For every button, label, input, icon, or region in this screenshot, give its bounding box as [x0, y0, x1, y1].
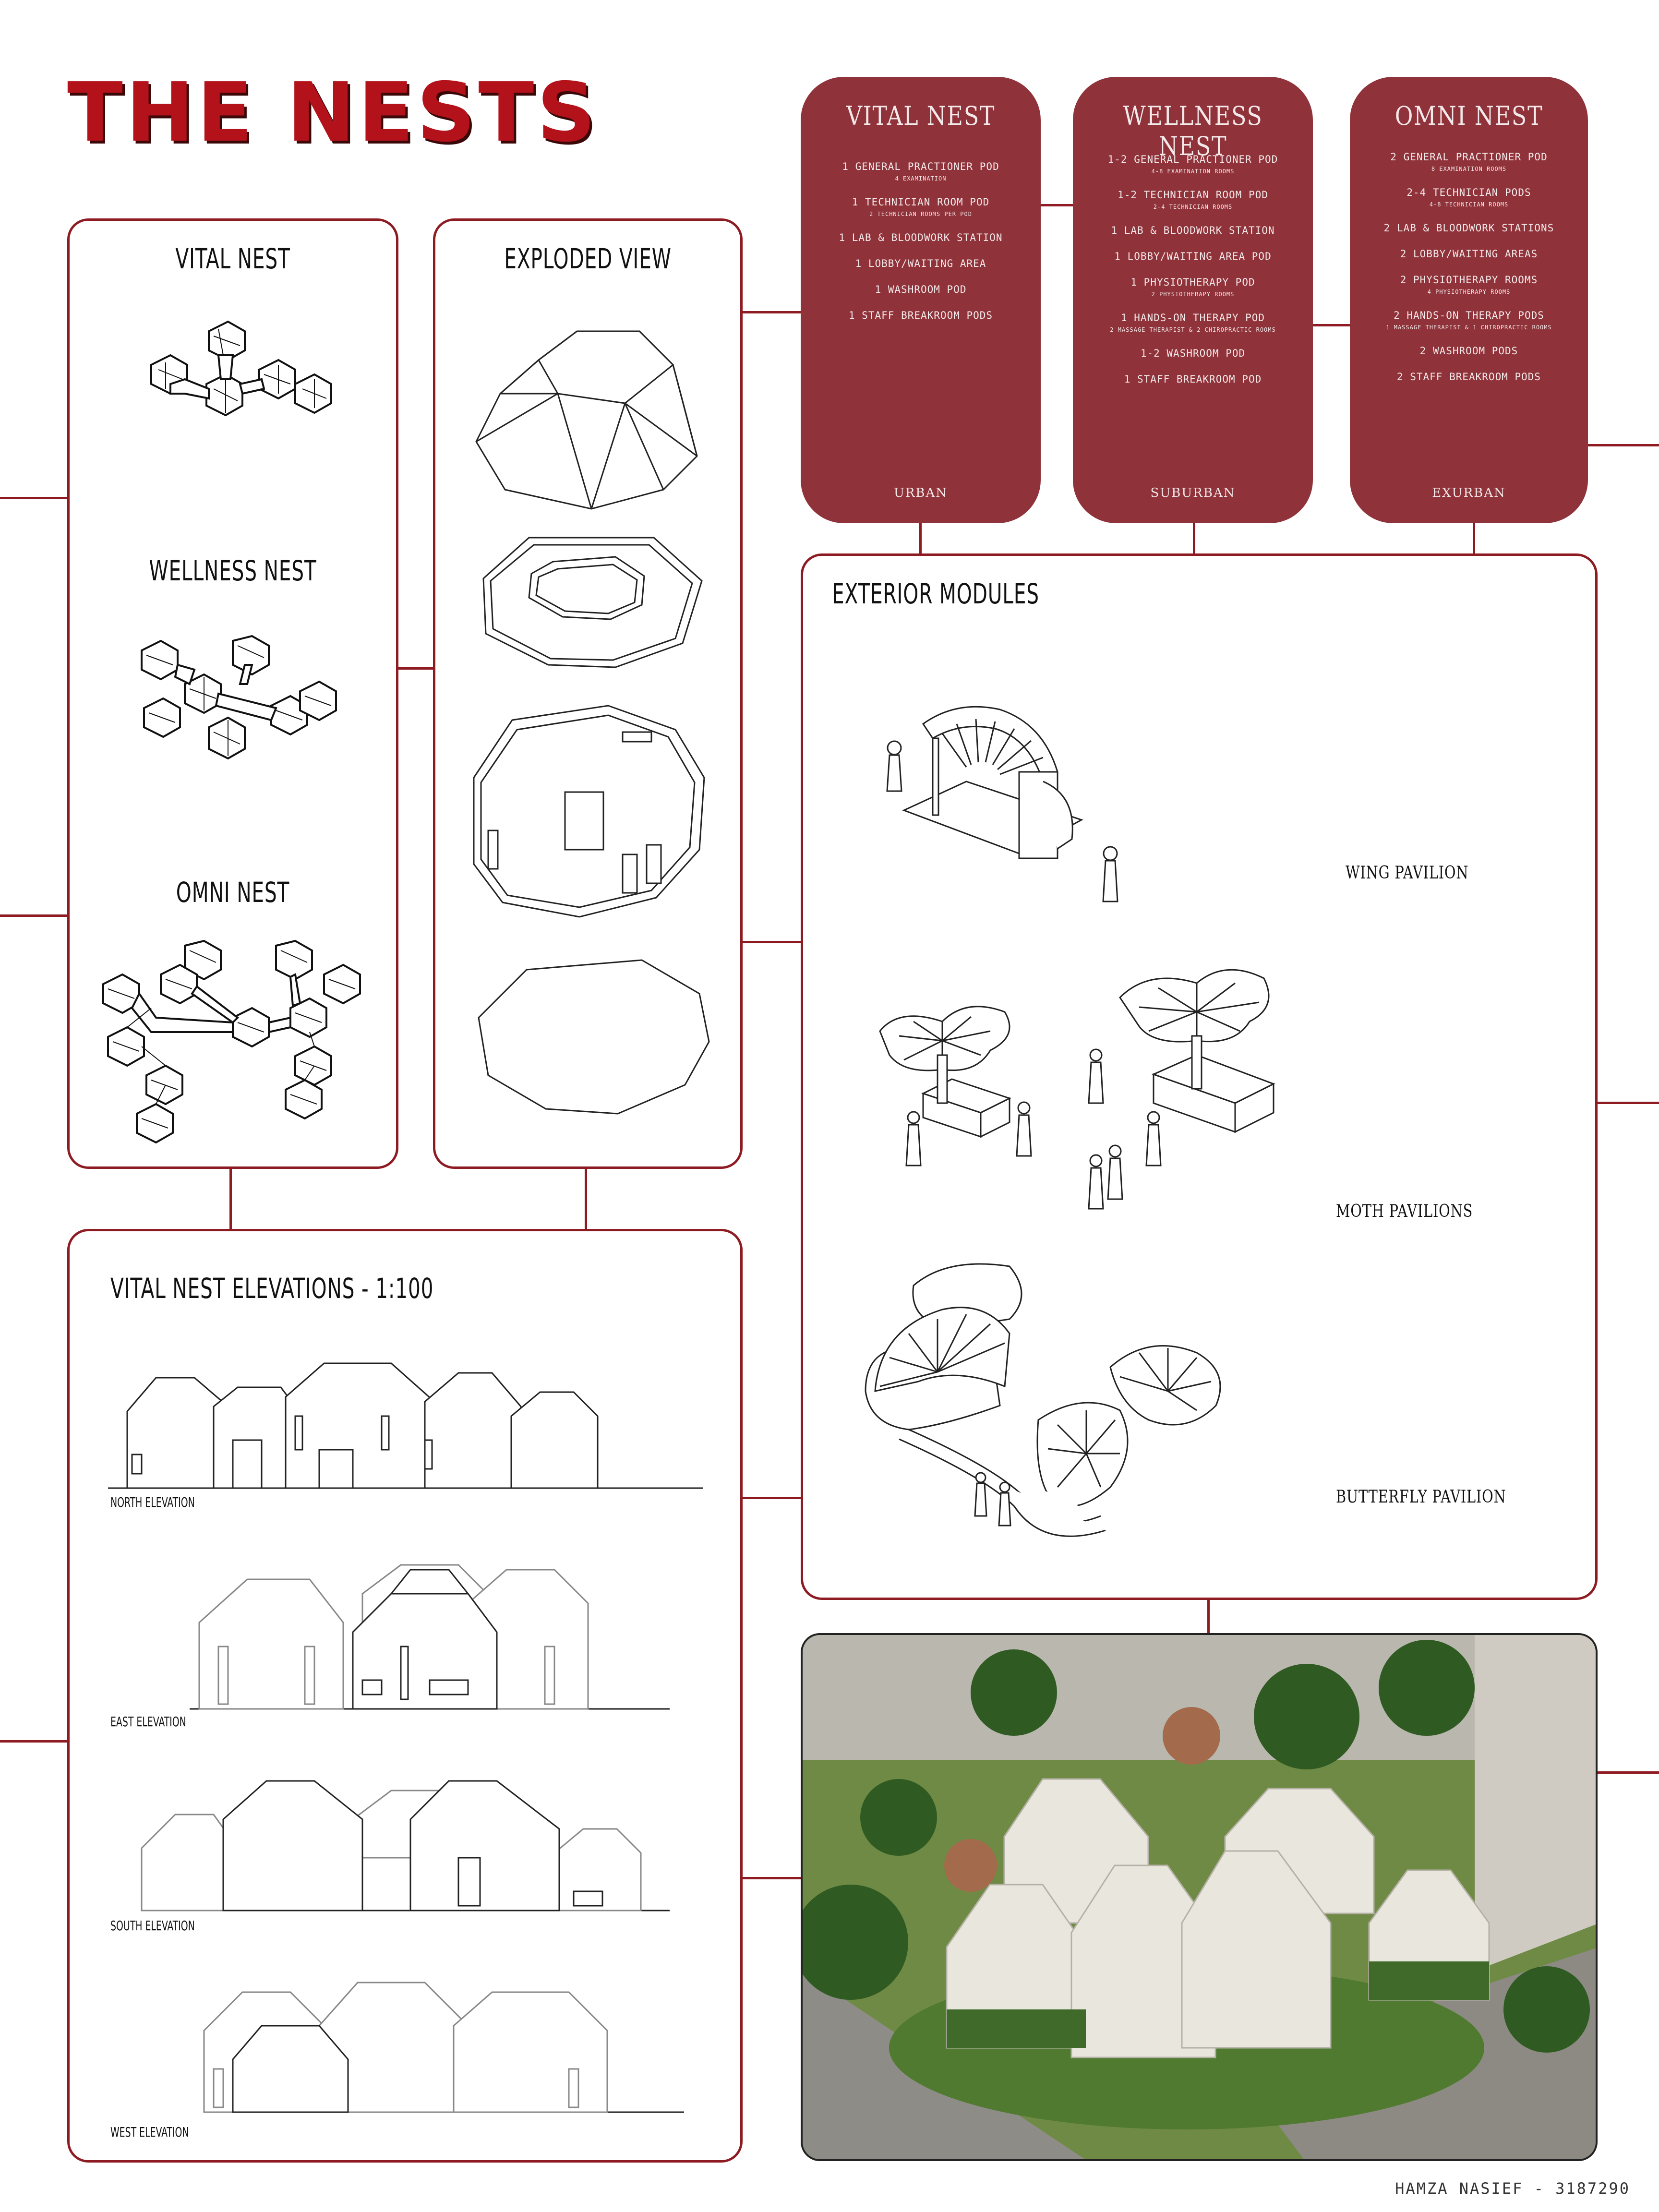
exploded-roof-drawing: [467, 326, 716, 514]
elevations-panel: [67, 1229, 743, 2163]
vital-nest-card-footer: URBAN: [893, 486, 948, 500]
connector-plans-exploded: [396, 667, 434, 670]
item-sub: 4 PHYSIOTHERAPY ROOMS: [1427, 289, 1511, 295]
connector-elev-exterior: [742, 1497, 802, 1499]
item-text: 1 LOBBY/WAITING AREA POD: [1114, 251, 1272, 262]
item-text: 1-2 GENERAL PRACTIONER POD: [1107, 154, 1278, 165]
aerial-render-illustration: [803, 1635, 1598, 2161]
item-text: 2 PHYSIOTHERAPY ROOMS: [1400, 274, 1538, 286]
list-item: [805, 284, 1036, 295]
vital-nest-plan-heading: VITAL NEST: [175, 242, 290, 275]
list-item: [1078, 189, 1308, 210]
item-text: 1 HANDS-ON THERAPY POD: [1120, 312, 1265, 324]
page-title: THE NESTS: [67, 65, 599, 160]
vital-nest-card: [801, 77, 1041, 523]
connector-card1-card2: [1039, 204, 1073, 206]
item-text: 1 LOBBY/WAITING AREA: [855, 258, 986, 269]
list-item: [1355, 222, 1583, 234]
south-elevation-drawing: [142, 1762, 670, 1915]
connector-exploded-exterior: [742, 941, 802, 943]
item-sub: 4 EXAMINATION: [895, 175, 947, 182]
butterfly-pavilion-label: BUTTERFLY PAVILION: [1336, 1487, 1506, 1507]
list-item: [1078, 251, 1308, 262]
item-text: 1 LAB & BLOODWORK STATION: [839, 232, 1003, 243]
wellness-nest-floor-plan: [137, 636, 338, 766]
list-item: [805, 161, 1036, 182]
exterior-modules-heading: EXTERIOR MODULES: [832, 577, 1039, 610]
exploded-view-heading: EXPLODED VIEW: [504, 242, 672, 275]
list-item: [1078, 348, 1308, 359]
item-sub: 4-8 TECHNICIAN ROOMS: [1429, 201, 1509, 208]
list-item: [1355, 371, 1583, 383]
item-text: 2-4 TECHNICIAN PODS: [1407, 187, 1531, 198]
east-elevation-label: EAST ELEVATION: [110, 1714, 186, 1730]
list-item: [1355, 248, 1583, 260]
connector-exploded-cards: [742, 311, 802, 313]
moth-pavilions-label: MOTH PAVILIONS: [1336, 1202, 1473, 1221]
aerial-render-image: [801, 1633, 1598, 2161]
item-text: 1 LAB & BLOODWORK STATION: [1111, 225, 1275, 236]
list-item: [1355, 151, 1583, 172]
list-item: [805, 310, 1036, 321]
connector-elev-render: [742, 1877, 802, 1879]
list-item: [805, 196, 1036, 217]
connector-left-2: [0, 914, 70, 917]
west-elevation-drawing: [204, 1973, 684, 2117]
list-item: [1355, 345, 1583, 357]
wellness-nest-card: [1073, 77, 1313, 523]
wellness-nest-card-footer: SUBURBAN: [1150, 486, 1236, 500]
item-sub: 8 EXAMINATION ROOMS: [1431, 166, 1507, 172]
item-text: 2 WASHROOM PODS: [1419, 345, 1518, 357]
exploded-walls-drawing: [464, 706, 719, 922]
vital-nest-card-title: VITAL NEST: [846, 101, 996, 131]
omni-nest-card: [1350, 77, 1588, 523]
item-text: 2 GENERAL PRACTIONER POD: [1390, 151, 1548, 163]
moth-pavilions-drawing: [870, 959, 1350, 1228]
connector-left-1: [0, 497, 70, 499]
item-text: 1 STAFF BREAKROOM POD: [1124, 373, 1262, 385]
exploded-ceiling-ring-drawing: [476, 533, 707, 672]
list-item: [1078, 276, 1308, 298]
omni-nest-plan-heading: OMNI NEST: [176, 876, 290, 909]
north-elevation-drawing: [108, 1334, 703, 1493]
east-elevation-drawing: [190, 1551, 670, 1714]
item-text: 2 STAFF BREAKROOM PODS: [1396, 371, 1541, 383]
west-elevation-label: WEST ELEVATION: [110, 2124, 189, 2140]
connector-exterior-right: [1596, 1102, 1659, 1104]
list-item: [805, 258, 1036, 269]
butterfly-pavilion-drawing: [851, 1247, 1283, 1564]
exterior-modules-panel: [801, 553, 1598, 1600]
item-text: 1-2 TECHNICIAN ROOM POD: [1118, 189, 1268, 201]
vital-nest-floor-plan: [137, 317, 338, 437]
list-item: [1355, 187, 1583, 208]
item-sub: 4-8 EXAMINATION ROOMS: [1151, 168, 1235, 175]
wellness-nest-card-title: WELLNESS NEST: [1123, 101, 1263, 161]
item-sub: 2 TECHNICIAN ROOMS PER POD: [869, 211, 972, 217]
item-text: 1 GENERAL PRACTIONER POD: [842, 161, 999, 172]
wing-pavilion-drawing: [861, 695, 1130, 926]
connector-card2-down: [1193, 523, 1195, 554]
elevations-heading: VITAL NEST ELEVATIONS - 1:100: [110, 1272, 434, 1305]
connector-card3-down: [1473, 523, 1475, 554]
exploded-floor-slab-drawing: [474, 960, 714, 1118]
list-item: [1355, 274, 1583, 295]
wellness-nest-plan-heading: WELLNESS NEST: [149, 554, 317, 587]
north-elevation-label: NORTH ELEVATION: [110, 1494, 195, 1510]
item-sub: 1 MASSAGE THERAPIST & 1 CHIROPRACTIC ROOMS: [1386, 324, 1552, 331]
item-text: 1 TECHNICIAN ROOM POD: [852, 196, 990, 208]
item-text: 1 STAFF BREAKROOM PODS: [848, 310, 993, 321]
connector-exterior-render: [1207, 1599, 1210, 1635]
item-text: 1 WASHROOM POD: [875, 284, 967, 295]
omni-nest-floor-plan: [89, 941, 386, 1147]
list-item: [1078, 154, 1308, 175]
item-text: 2 LOBBY/WAITING AREAS: [1400, 248, 1538, 260]
item-text: 2 LAB & BLOODWORK STATIONS: [1383, 222, 1554, 234]
omni-nest-card-title: OMNI NEST: [1395, 101, 1543, 131]
item-text: 1 PHYSIOTHERAPY POD: [1130, 276, 1255, 288]
item-sub: 2-4 TECHNICIAN ROOMS: [1153, 204, 1233, 210]
floor-plans-panel: [67, 218, 398, 1169]
item-sub: 2 MASSAGE THERAPIST & 2 CHIROPRACTIC ROOMS: [1110, 326, 1276, 333]
item-text: 2 HANDS-ON THERAPY PODS: [1394, 310, 1544, 321]
connector-plans-down: [229, 1166, 232, 1229]
author-credit: HAMZA NASIEF - 3187290: [1395, 2179, 1630, 2198]
omni-nest-card-footer: EXURBAN: [1432, 486, 1506, 500]
connector-left-3: [0, 1740, 70, 1743]
connector-exploded-down: [585, 1166, 587, 1229]
connector-render-right: [1596, 1771, 1659, 1774]
south-elevation-label: SOUTH ELEVATION: [110, 1918, 195, 1934]
exploded-view-panel: [433, 218, 743, 1169]
list-item: [805, 232, 1036, 243]
wing-pavilion-label: WING PAVILION: [1346, 863, 1469, 883]
item-text: 1-2 WASHROOM POD: [1140, 348, 1246, 359]
list-item: [1078, 225, 1308, 236]
connector-card1-down: [919, 523, 922, 554]
connector-card3-right: [1587, 444, 1659, 446]
list-item: [1355, 310, 1583, 331]
list-item: [1078, 373, 1308, 385]
list-item: [1078, 312, 1308, 333]
item-sub: 2 PHYSIOTHERAPY ROOMS: [1151, 291, 1235, 298]
connector-card2-card3: [1310, 324, 1351, 326]
